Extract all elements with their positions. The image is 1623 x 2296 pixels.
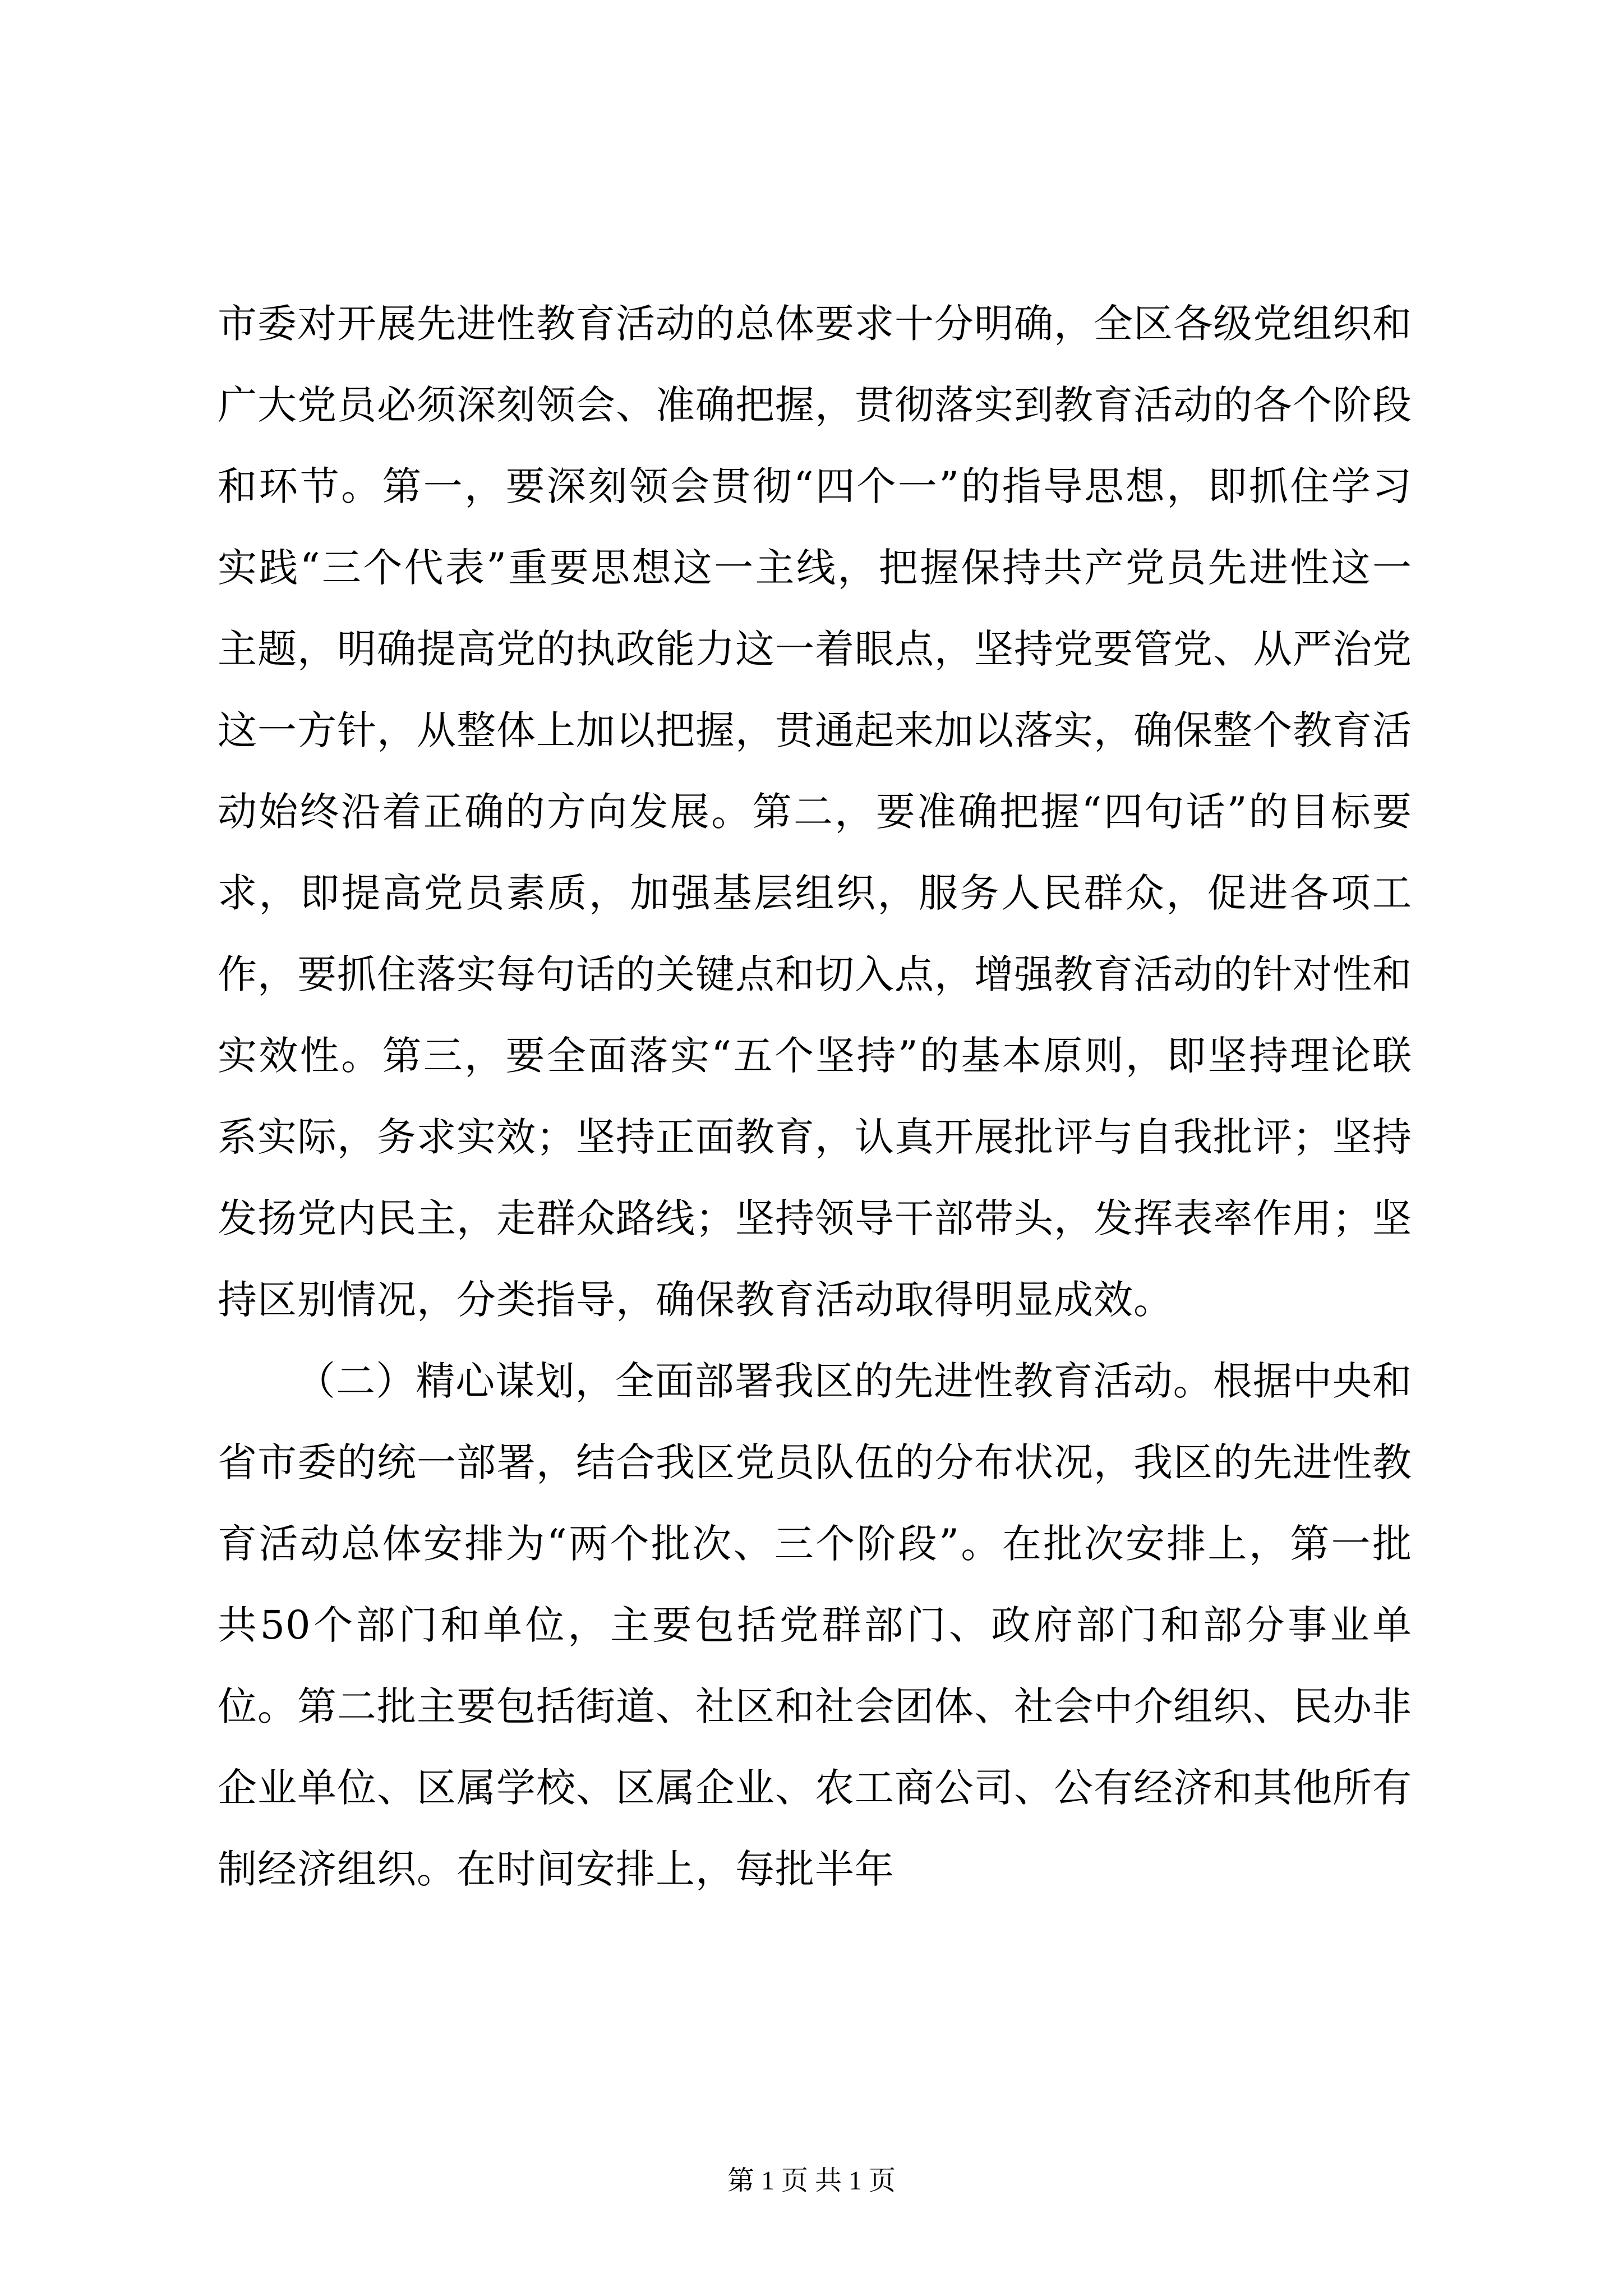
document-body	[218, 283, 1412, 1910]
page-footer: 第 1 页 共 1 页	[727, 2166, 896, 2196]
paragraph-2: （二）精心谋划，全面部署我区的先进性教育活动。根据中央和省市委的统一部署，结合我区党员队伍的分布状况，我区的先进性教育活动总体安排为“两个批次、三个阶段”。在批次安排上，第一批共50个部门和单位，主要包括党群部门、政府部门和部分事业单位。第二批主要包括街道、社区和社会团体、社会中介组织、民办非企业单位、区属学校、区属企业、农工商公司、公有经济和其他所有制经济组织。在时间安排上，每批半年	[218, 1358, 1412, 1892]
paragraph-1: 市委对开展先进性教育活动的总体要求十分明确，全区各级党组织和广大党员必须深刻领会、准确把握，贯彻落实到教育活动的各个阶段和环节。第一，要深刻领会贯彻“四个一”的指导思想，即抓住学习实践“三个代表”重要思想这一主线，把握保持共产党员先进性这一主题，明确提高党的执政能力这一着眼点，坚持党要管党、从严治党这一方针，从整体上加以把握，贯通起来加以落实，确保整个教育活动始终沿着正确的方向发展。第二，要准确把握“四句话”的目标要求，即提高党员素质，加强基层组织，服务人民群众，促进各项工作，要抓住落实每句话的关键点和切入点，增强教育活动的针对性和实效性。第三，要全面落实“五个坚持”的基本原则，即坚持理论联系实际，务求实效；坚持正面教育，认真开展批评与自我批评；坚持发扬党内民主，走群众路线；坚持领导干部带头，发挥表率作用；坚持区别情况，分类指导，确保教育活动取得明显成效。	[218, 301, 1412, 1323]
